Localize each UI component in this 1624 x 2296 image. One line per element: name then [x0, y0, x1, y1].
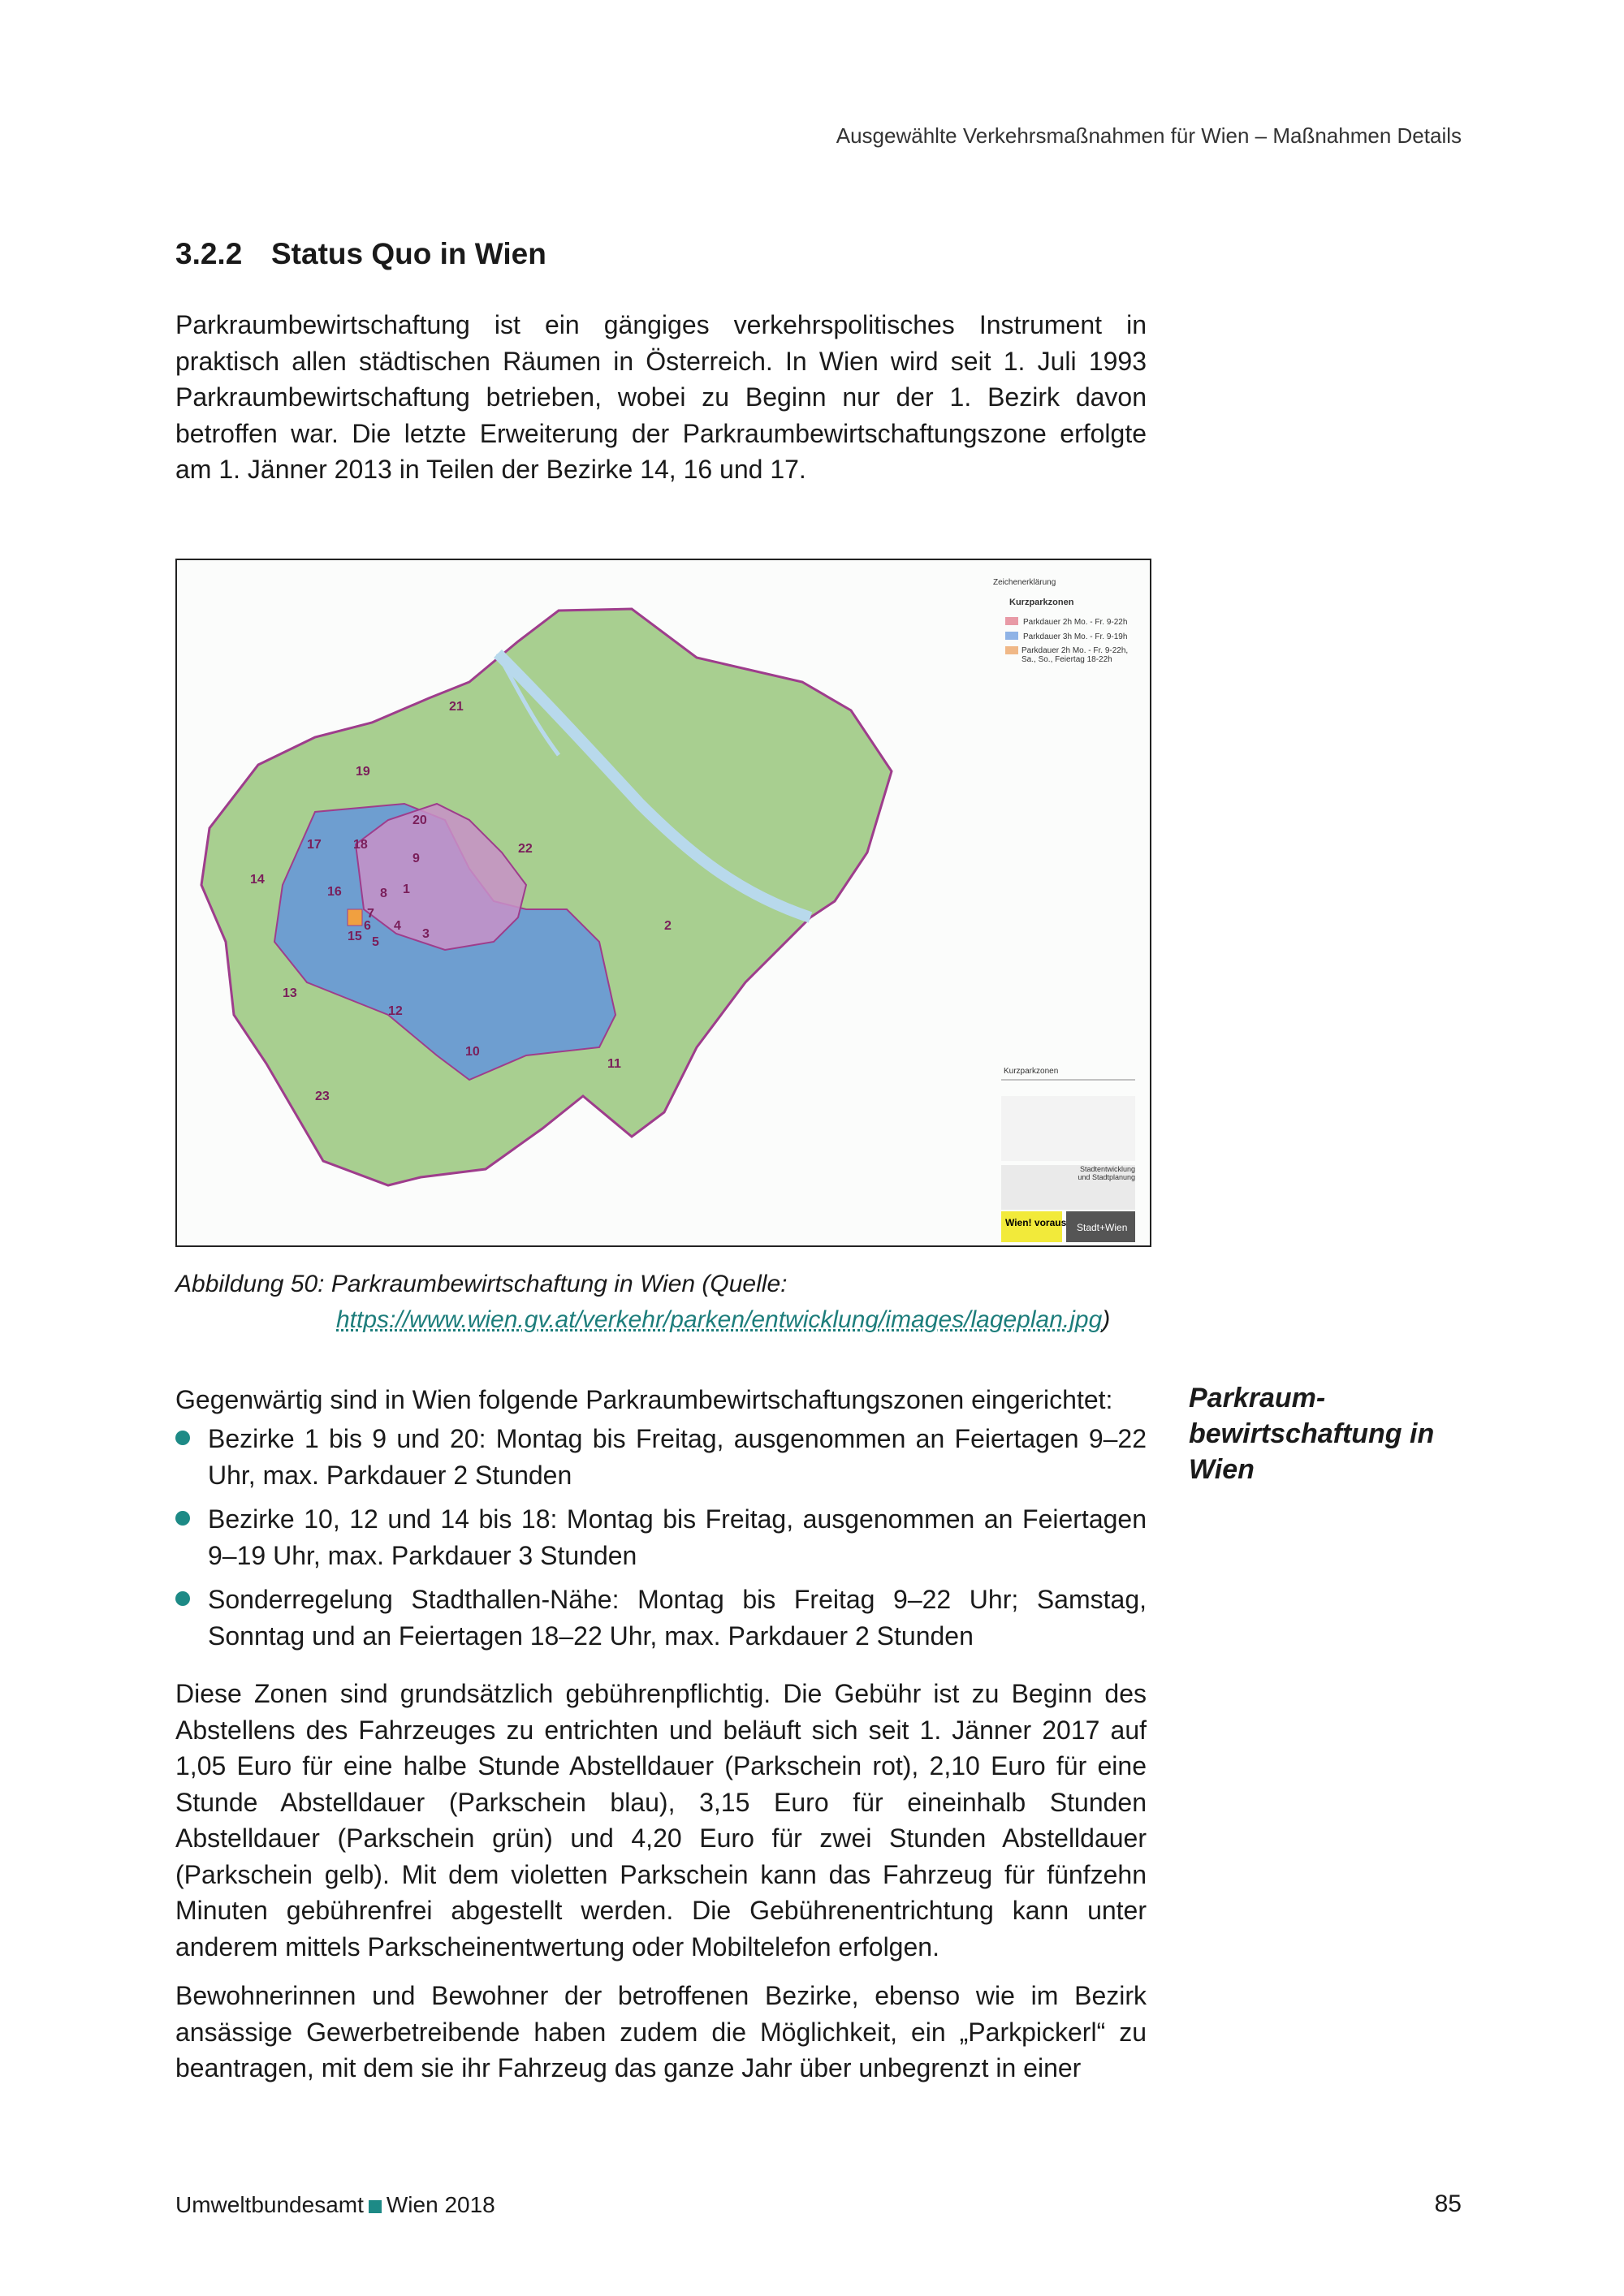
district-label-15: 15	[348, 930, 362, 943]
info-title: Kurzparkzonen	[1004, 1067, 1059, 1076]
fees-paragraph: Diese Zonen sind grundsätzlich gebührenpflichtig. Die Gebühr ist zu Beginn des Abstellens des Fahrzeuges zu entrichten und beläuft sich seit 1. Jänner 2017 auf 1,05 Euro für eine halbe Stunde Abstelldauer (Parkschein rot), 2,10 Euro für eine Stunde Abstelldauer (Parkschein blau), 3,15 Euro für eineinhalb Stunden Abstelldauer (Parkschein grün) und 4,20 Euro für zwei Stunden Abstelldauer (Parkschein gelb). Mit dem violetten Parkschein kann das Fahrzeug für fünfzehn Minuten gebührenfrei abgestellt werden. Die Gebührenentrichtung kann unter anderem mittels Parkscheinentwertung oder Mobiltelefon erfolgen.	[175, 1679, 1147, 1962]
list-item	[175, 1421, 1147, 1493]
residents-paragraph: Bewohnerinnen und Bewohner der betroffenen Bezirke, ebenso wie im Bezirk ansässige Gewerbetreibende haben zudem die Möglichkeit, ein „Parkpickerl“ zu beantragen, mit dem sie ihr Fahrzeug das ganze Jahr über unbegrenzt in einer	[175, 1981, 1147, 2082]
legend-title: Kurzparkzonen	[1009, 598, 1074, 607]
district-label-17: 17	[307, 838, 322, 852]
legend-item-2: Parkdauer 3h Mo. - Fr. 9-19h	[1023, 632, 1128, 641]
section-number: 3.2.2	[175, 237, 243, 270]
district-label-3: 3	[422, 927, 430, 941]
stadt-wien-text: Stadt+Wien	[1077, 1222, 1128, 1233]
caption-prefix: Abbildung 50: Parkraumbewirtschaftung in Wien (Quelle:	[175, 1271, 788, 1297]
intro-paragraph: Parkraumbewirtschaftung ist ein gängiges verkehrspolitisches Instrument in praktisch allen städtischen Räumen in Österreich. In Wien wird seit 1. Juli 1993 Parkraumbewirtschaftung betrieben, wobei zu Beginn nur der 1. Bezirk davon betroffen war. Die letzte Erweiterung der Parkraumbewirtschaftungszone erfolgte am 1. Jänner 2013 in Teilen der Bezirke 14, 16 und 17.	[175, 310, 1147, 484]
district-label-19: 19	[356, 765, 370, 779]
info-text-block	[1001, 1096, 1135, 1161]
district-label-8: 8	[380, 887, 387, 900]
list-item	[175, 1582, 1147, 1654]
district-label-9: 9	[412, 852, 420, 865]
caption-suffix: )	[1102, 1306, 1111, 1333]
figure-caption	[175, 1267, 1150, 1338]
section-heading	[175, 237, 546, 271]
district-label-20: 20	[412, 814, 427, 827]
zones-list	[175, 1421, 1147, 1662]
district-label-18: 18	[353, 838, 368, 852]
district-label-5: 5	[372, 935, 379, 949]
district-label-6: 6	[364, 919, 371, 933]
legend-swatch-orange	[1005, 646, 1018, 654]
district-label-4: 4	[394, 919, 401, 933]
bullet-icon	[175, 1511, 190, 1526]
legend-header: Zeichenerklärung	[993, 578, 1056, 587]
legend-swatch-pink	[1005, 617, 1018, 625]
district-label-1: 1	[403, 883, 410, 896]
district-label-23: 23	[315, 1090, 330, 1103]
margin-note	[1189, 1380, 1457, 1487]
district-label-10: 10	[465, 1045, 480, 1059]
margin-note-line-2: bewirtschaftung in	[1189, 1418, 1435, 1449]
list-item-text: Bezirke 10, 12 und 14 bis 18: Montag bis Freitag, ausgenommen an Feiertagen 9–19 Uhr, max. Parkdauer 3 Stunden	[208, 1504, 1147, 1570]
caption-url-line	[175, 1302, 1150, 1338]
wien-voraus-text: Wien! voraus	[1005, 1217, 1067, 1228]
district-label-22: 22	[518, 842, 533, 856]
district-label-21: 21	[449, 700, 464, 714]
map-figure	[175, 559, 1151, 1247]
margin-note-line-3: Wien	[1189, 1454, 1255, 1485]
footer-left	[175, 2192, 495, 2218]
district-label-11: 11	[607, 1057, 621, 1071]
caption-source-link[interactable]: https://www.wien.gv.at/verkehr/parken/entwicklung/images/lageplan.jpg	[336, 1306, 1103, 1333]
footer-report: Wien 2018	[386, 2192, 495, 2217]
margin-note-line-1: Parkraum-	[1189, 1383, 1326, 1413]
list-item-text: Bezirke 1 bis 9 und 20: Montag bis Freitag, ausgenommen an Feiertagen 9–22 Uhr, max. Parkdauer 2 Stunden	[208, 1424, 1147, 1490]
legend-swatch-blue	[1005, 632, 1018, 640]
running-header: Ausgewählte Verkehrsmaßnahmen für Wien – Maßnahmen Details	[836, 123, 1462, 148]
legend-item-3: Parkdauer 2h Mo. - Fr. 9-22h, Sa., So., Feiertag 18-22h	[1021, 646, 1129, 664]
bullet-icon	[175, 1431, 190, 1445]
district-label-16: 16	[327, 885, 342, 899]
vienna-parking-map	[177, 560, 1150, 1245]
district-label-7: 7	[367, 907, 374, 921]
section-title: Status Quo in Wien	[271, 237, 546, 270]
list-item	[175, 1501, 1147, 1573]
district-label-14: 14	[250, 873, 265, 887]
footer-publisher: Umweltbundesamt	[175, 2192, 364, 2217]
zones-intro-paragraph: Gegenwärtig sind in Wien folgende Parkraumbewirtschaftungszonen eingerichtet:	[175, 1385, 1113, 1414]
district-label-13: 13	[283, 986, 297, 1000]
legend-item-1: Parkdauer 2h Mo. - Fr. 9-22h	[1023, 618, 1128, 627]
page-number: 85	[1434, 2190, 1462, 2217]
agency-name: Stadtentwicklung und Stadtplanung	[1078, 1165, 1135, 1181]
footer-square-icon	[369, 2200, 382, 2213]
district-label-12: 12	[388, 1004, 403, 1018]
bullet-icon	[175, 1591, 190, 1606]
district-label-2: 2	[664, 919, 672, 933]
map-zone-orange	[348, 909, 362, 926]
list-item-text: Sonderregelung Stadthallen-Nähe: Montag bis Freitag 9–22 Uhr; Samstag, Sonntag und an Feiertagen 18–22 Uhr, max. Parkdauer 2 Stunden	[208, 1585, 1147, 1651]
map-legend	[993, 578, 1143, 672]
